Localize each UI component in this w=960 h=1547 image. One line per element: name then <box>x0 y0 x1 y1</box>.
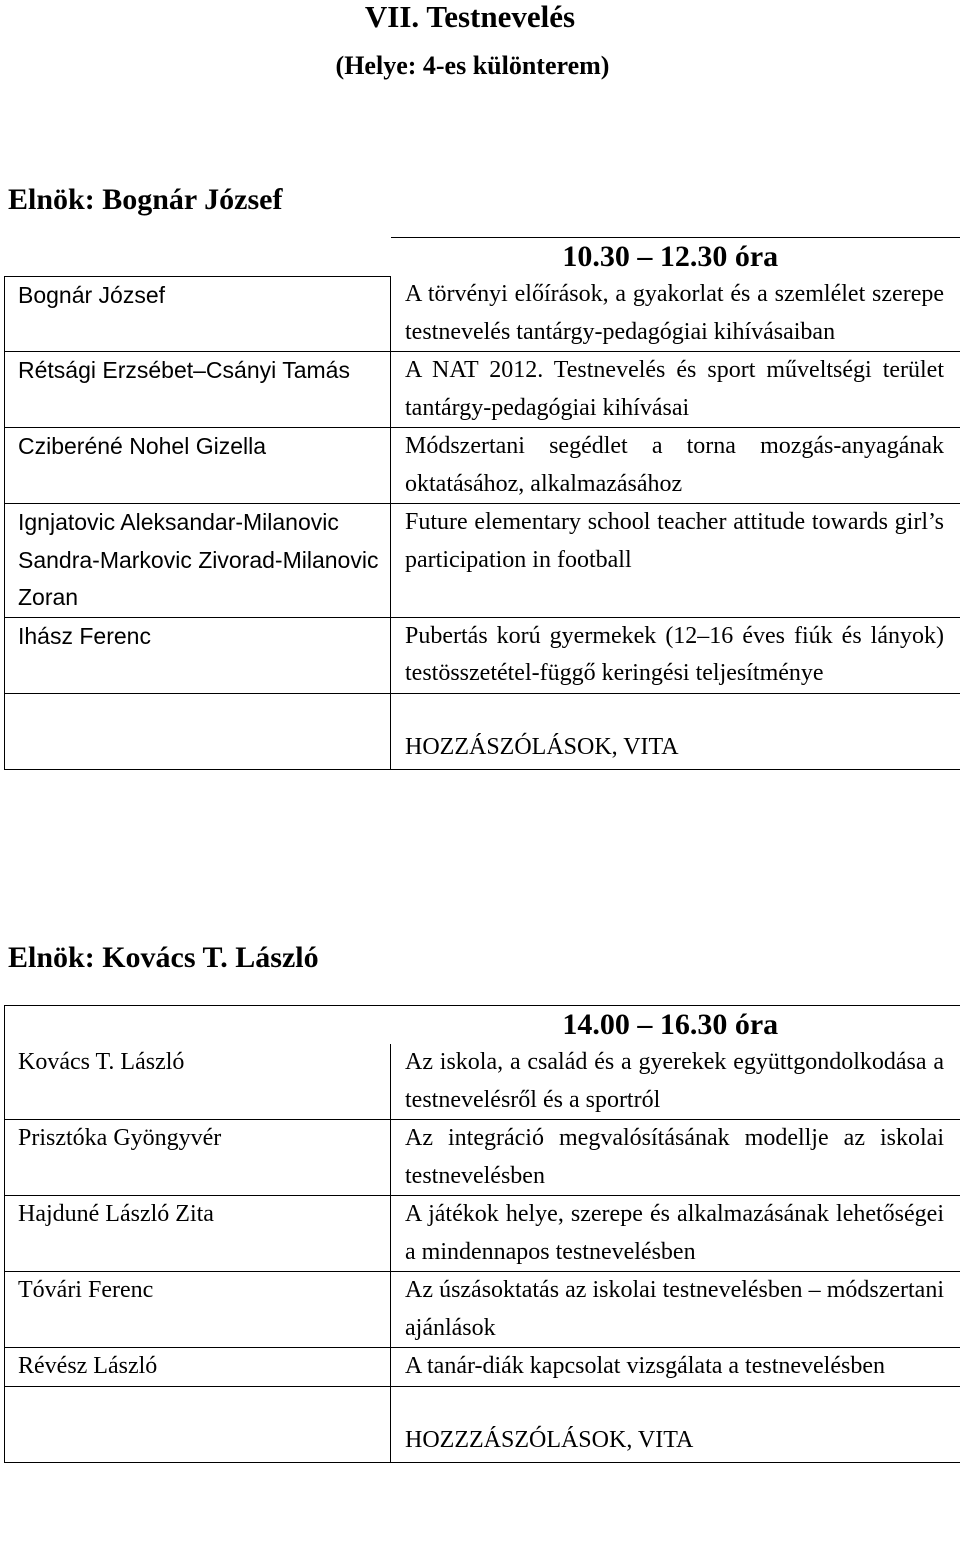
table-row <box>5 352 960 428</box>
table-row <box>5 1120 960 1196</box>
table-row <box>5 504 960 618</box>
table-row <box>5 276 960 352</box>
time-row <box>5 238 960 277</box>
speaker-name: Cziberéné Nohel Gizella <box>5 428 391 504</box>
session-time: 14.00 – 16.30 óra <box>391 1006 960 1045</box>
session-table <box>4 1005 960 1463</box>
speaker-name: Rétsági Erzsébet–Csányi Tamás <box>5 352 391 428</box>
talk-title: A törvényi előírások, a gyakorlat és a szemlélet szerepe testnevelés tantárgy-pedagógiai kihívásaiban <box>391 276 960 352</box>
talk-title: Az iskola, a család és a gyerekek együttgondolkodása a testnevelésről és a sportról <box>391 1044 960 1120</box>
talk-title: Pubertás korú gyermekek (12–16 éves fiúk és lányok) testösszetétel-függő keringési teljesítménye <box>391 617 960 693</box>
table-row <box>5 1196 960 1272</box>
session-chair: Elnök: Kovács T. László <box>8 941 319 974</box>
speaker-name: Kovács T. László <box>5 1044 391 1120</box>
session-table <box>4 237 960 770</box>
table-row <box>5 1348 960 1387</box>
speaker-name: Hajduné László Zita <box>5 1196 391 1272</box>
talk-title: A játékok helye, szerepe és alkalmazásának lehetőségei a mindennapos testnevelésben <box>391 1196 960 1272</box>
speaker-name: Bognár József <box>5 276 391 352</box>
talk-title: Future elementary school teacher attitude towards girl’s participation in football <box>391 504 960 618</box>
time-row <box>5 1006 960 1045</box>
discussion-row <box>5 1386 960 1462</box>
speaker-name: Ignjatovic Aleksandar-Milanovic Sandra-Markovic Zivorad-Milanovic Zoran <box>5 504 391 618</box>
speaker-name: Révész László <box>5 1348 391 1387</box>
talk-title: Módszertani segédlet a torna mozgás-anyagának oktatásához, alkalmazásához <box>391 428 960 504</box>
table-row <box>5 1044 960 1120</box>
location-subtitle: (Helye: 4-es különterem) <box>335 51 610 80</box>
speaker-name: Tóvári Ferenc <box>5 1272 391 1348</box>
table-row <box>5 617 960 693</box>
discussion-label: HOZZZÁSZÓLÁSOK, VITA <box>391 1386 960 1462</box>
page-title: VII. Testnevelés <box>364 0 576 34</box>
talk-title: A tanár-diák kapcsolat vizsgálata a testnevelésben <box>391 1348 960 1387</box>
speaker-name: Prisztóka Gyöngyvér <box>5 1120 391 1196</box>
discussion-row <box>5 693 960 769</box>
discussion-label: HOZZÁSZÓLÁSOK, VITA <box>391 693 960 769</box>
session-time: 10.30 – 12.30 óra <box>391 238 960 277</box>
talk-title: Az úszásoktatás az iskolai testnevelésben – módszertani ajánlások <box>391 1272 960 1348</box>
talk-title: A NAT 2012. Testnevelés és sport műveltségi terület tantárgy-pedagógiai kihívásai <box>391 352 960 428</box>
speaker-name: Ihász Ferenc <box>5 617 391 693</box>
talk-title: Az integráció megvalósításának modellje az iskolai testnevelésben <box>391 1120 960 1196</box>
table-row <box>5 428 960 504</box>
session-chair: Elnök: Bognár József <box>8 183 283 216</box>
table-row <box>5 1272 960 1348</box>
